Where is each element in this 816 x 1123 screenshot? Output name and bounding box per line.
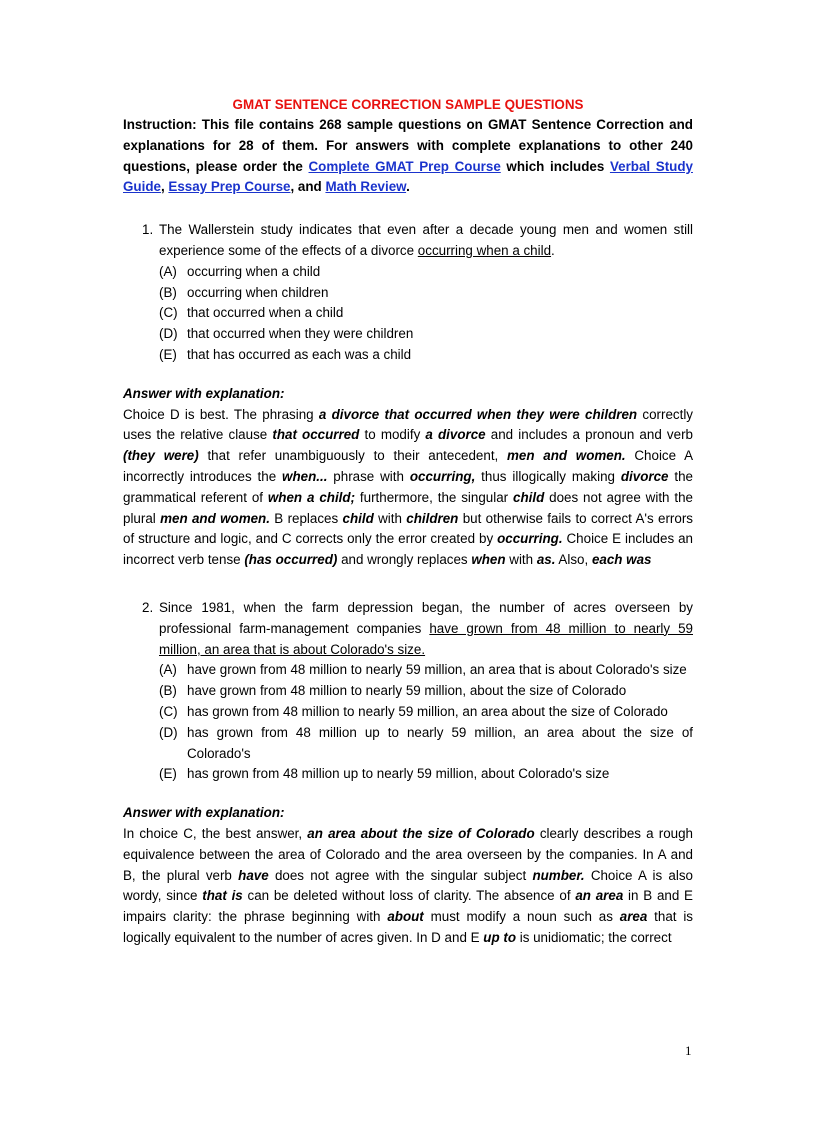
exp-text: thus illogically making: [475, 468, 621, 484]
answer-option: [123, 660, 693, 681]
answer-option: [123, 764, 693, 785]
answer-option: [123, 345, 693, 366]
exp-emphasis: child: [513, 489, 545, 505]
underlined-portion: have grown from 48 million to nearly 59 million, an area that is about Colorado's size.: [159, 620, 693, 657]
exp-emphasis: have: [238, 867, 269, 883]
option-label: (E): [159, 766, 177, 782]
answer-option: [123, 283, 693, 304]
exp-emphasis: as.: [536, 552, 556, 568]
exp-text: Also,: [555, 552, 592, 568]
exp-text: is unidiomatic; the correct: [516, 929, 672, 945]
document-page: [123, 95, 693, 949]
exp-emphasis: when a child;: [267, 489, 356, 505]
option-label: (A): [159, 263, 177, 279]
option-label: (A): [159, 662, 177, 678]
exp-text: in B and E impairs clarity: the phrase beginning with: [123, 888, 693, 925]
exp-text: with: [373, 510, 407, 526]
exp-emphasis: a divorce: [425, 427, 486, 443]
exp-text: that is logically equivalent to the number of acres given. In D and E: [123, 909, 693, 945]
answer-explanation-1: [123, 405, 693, 571]
stem-end: .: [551, 242, 555, 258]
exp-emphasis: up to: [483, 929, 516, 945]
exp-text: In choice C, the best answer,: [123, 825, 308, 841]
answer-option: [123, 262, 693, 283]
option-label: (C): [159, 703, 178, 719]
exp-text: to modify: [359, 427, 426, 443]
option-label: (B): [159, 683, 177, 699]
exp-emphasis: area: [619, 909, 648, 925]
option-text: that occurred when a child: [187, 305, 344, 321]
answer-option: [123, 681, 693, 702]
exp-emphasis: (has occurred): [244, 552, 338, 568]
exp-emphasis: about: [387, 909, 424, 925]
exp-emphasis: when: [471, 552, 506, 568]
exp-text: does not agree with the singular subject: [268, 867, 533, 883]
exp-text: Choice E includes an incorrect verb tense: [123, 531, 693, 568]
exp-text: phrase with: [327, 468, 410, 484]
instruction-sep: , and: [290, 179, 326, 195]
instruction-suffix: .: [406, 179, 410, 195]
exp-emphasis: an area about the size of Colorado: [307, 825, 535, 841]
answer-explanation-2: [123, 824, 693, 949]
option-text: has grown from 48 million up to nearly 59 million, about Colorado's size: [187, 766, 610, 782]
exp-text: B replaces: [269, 510, 343, 526]
underlined-portion: occurring when a child: [417, 242, 552, 258]
option-text: has grown from 48 million up to nearly 59 million, an area about the size of Colorado's: [187, 724, 693, 761]
math-review-link[interactable]: Math Review: [325, 179, 407, 195]
exp-text: Choice D is best. The phrasing: [123, 406, 319, 422]
question-2-stem: [123, 598, 693, 660]
option-text: occurring when a child: [187, 263, 321, 279]
instruction-sep: ,: [160, 179, 169, 195]
page-title: GMAT SENTENCE CORRECTION SAMPLE QUESTIONS: [232, 97, 584, 112]
exp-emphasis: child: [342, 510, 374, 526]
exp-text: must modify a noun such as: [423, 909, 620, 925]
answer-option: [123, 303, 693, 324]
stem-text: Since 1981, when the farm depression began, the number of acres overseen by professional farm-management companies: [159, 599, 693, 636]
exp-text: correctly uses the relative clause: [123, 406, 693, 443]
exp-text: furthermore, the singular: [355, 489, 513, 505]
option-text: has grown from 48 million to nearly 59 million, an area about the size of Colorado: [187, 703, 668, 719]
question-number: 1.: [142, 222, 154, 238]
exp-text: does not agree with the plural: [123, 489, 693, 526]
exp-text: and includes a pronoun and verb: [485, 427, 693, 443]
exp-emphasis: number.: [532, 867, 585, 883]
exp-emphasis: a divorce that occurred when they were children: [318, 406, 638, 422]
page-number: 1: [685, 1043, 692, 1058]
exp-emphasis: men and women.: [507, 448, 626, 464]
option-text: have grown from 48 million to nearly 59 million, about the size of Colorado: [187, 683, 627, 699]
question-2-options: [123, 660, 693, 785]
answer-option: [123, 702, 693, 723]
exp-emphasis: (they were): [123, 448, 199, 464]
answer-option: [123, 324, 693, 345]
question-1-options: [123, 262, 693, 366]
exp-text: with: [505, 552, 537, 568]
exp-emphasis: occurring.: [497, 531, 563, 547]
option-label: (D): [159, 724, 178, 740]
exp-emphasis: when...: [282, 468, 328, 484]
exp-emphasis: occurring,: [409, 468, 476, 484]
exp-text: the grammatical referent of: [123, 468, 694, 505]
exp-emphasis: that is: [202, 888, 243, 904]
exp-emphasis: an area: [575, 888, 624, 904]
option-label: (D): [159, 326, 178, 342]
stem-text: The Wallerstein study indicates that even after a decade young men and women still experience some of the effects of a divorce: [159, 222, 693, 258]
exp-text: can be deleted without loss of clarity. The absence of: [242, 888, 576, 904]
question-1-stem: [123, 220, 693, 262]
option-label: (C): [159, 305, 178, 321]
exp-emphasis: that occurred: [272, 427, 360, 443]
option-text: that has occurred as each was a child: [187, 346, 412, 362]
complete-prep-course-link[interactable]: Complete GMAT Prep Course: [308, 158, 501, 174]
option-text: have grown from 48 million to nearly 59 million, an area that is about Colorado's size: [187, 662, 687, 678]
question-number: 2.: [142, 599, 154, 615]
instruction-prefix: Instruction: This file contains 268 sample questions on GMAT Sentence Correction and explanations for 28 of them. For answers with complete explanations to other 240 questions, please order the: [123, 117, 693, 174]
exp-emphasis: divorce: [620, 468, 669, 484]
exp-emphasis: men and women.: [160, 510, 270, 526]
exp-text: Choice A incorrectly introduces the: [123, 448, 693, 484]
exp-emphasis: children: [406, 510, 459, 526]
answer-heading: Answer with explanation:: [123, 385, 285, 401]
exp-text: Choice A is also wordy, since: [123, 867, 693, 904]
exp-text: that refer unambiguously to their antecedent,: [198, 448, 507, 464]
answer-option: [123, 723, 693, 765]
exp-text: and wrongly replaces: [337, 552, 472, 568]
option-label: (E): [159, 346, 177, 362]
exp-emphasis: each was: [591, 552, 652, 568]
option-label: (B): [159, 284, 177, 300]
verbal-study-guide-link[interactable]: Verbal Study Guide: [123, 158, 693, 195]
instruction-mid: which includes: [500, 158, 610, 174]
essay-prep-course-link[interactable]: Essay Prep Course: [168, 179, 291, 195]
option-text: occurring when children: [187, 284, 329, 300]
answer-heading: Answer with explanation:: [123, 805, 285, 821]
exp-text: but otherwise fails to correct A's errors of structure and logic, and C corrects only the error created by: [123, 510, 693, 547]
exp-text: clearly describes a rough equivalence between the area of Colorado and the area overseen by the companies. In A and B, the plural verb: [123, 825, 693, 883]
option-text: that occurred when they were children: [187, 326, 414, 342]
instruction-paragraph: [123, 115, 693, 198]
